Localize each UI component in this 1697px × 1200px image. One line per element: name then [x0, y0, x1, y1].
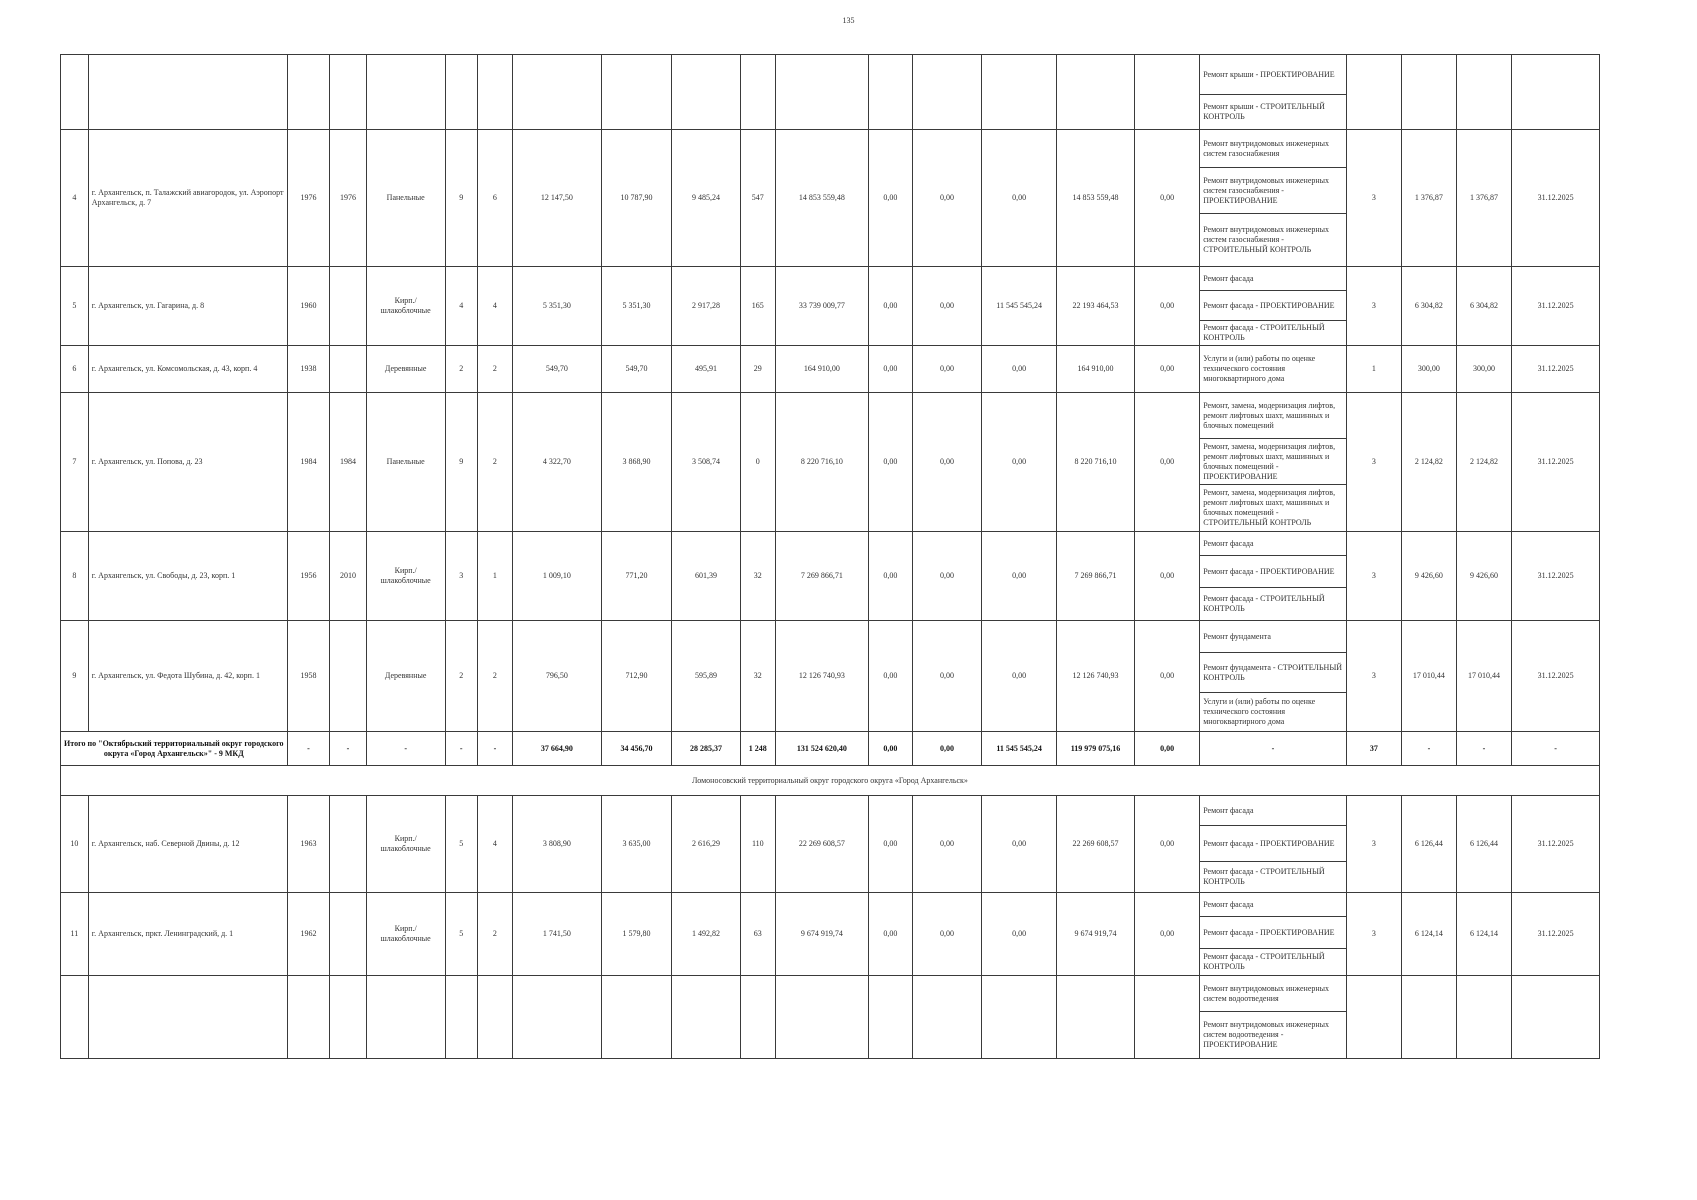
- cell-a-resid: 2 917,28: [672, 267, 740, 346]
- total-cell-dash: -: [1512, 732, 1600, 766]
- work-type-item: Ремонт фасада - ПРОЕКТИРОВАНИЕ: [1200, 291, 1345, 321]
- cell-y2: [330, 621, 366, 732]
- total-cell-dash: -: [1402, 732, 1457, 766]
- cell-s-mun: 0,00: [982, 393, 1057, 532]
- cell-s-other: [1135, 55, 1200, 130]
- cell-spec: 6 304,82: [1402, 267, 1457, 346]
- work-type-item: Ремонт, замена, модернизация лифтов, ремонт лифтовых шахт, машинных и блочных помещений - СТРОИТЕЛЬНЫЙ КОНТРОЛЬ: [1203, 488, 1336, 527]
- cell-s-other: 0,00: [1135, 532, 1200, 621]
- cell-a-res: 5 351,30: [601, 267, 672, 346]
- cell-s-mun: 0,00: [982, 796, 1057, 893]
- cell-floors: 5: [445, 796, 477, 893]
- cell-y1: [287, 976, 330, 1059]
- total-cell-a-resid: 28 285,37: [672, 732, 740, 766]
- cell-no: [61, 55, 89, 130]
- work-type-item: Ремонт внутридомовых инженерных систем газоснабжения - СТРОИТЕЛЬНЫЙ КОНТРОЛЬ: [1203, 225, 1330, 254]
- cell-floors: 2: [445, 346, 477, 393]
- cell-date: [1512, 976, 1600, 1059]
- cell-floors: 9: [445, 393, 477, 532]
- cell-no: [61, 976, 89, 1059]
- total-cell-a-res: 34 456,70: [601, 732, 672, 766]
- cell-a-total: 549,70: [513, 346, 602, 393]
- cell-units: 1: [1346, 346, 1402, 393]
- cell-wall: Деревянные: [366, 621, 445, 732]
- total-cell-dash: -: [1456, 732, 1512, 766]
- work-type-item: Ремонт фасада: [1200, 893, 1345, 917]
- cell-y1: 1963: [287, 796, 330, 893]
- cell-s-mun: 0,00: [982, 130, 1057, 267]
- cell-entr: 2: [477, 346, 512, 393]
- cell-a-res: [601, 55, 672, 130]
- cell-y1: 1984: [287, 393, 330, 532]
- cell-s-mun: [982, 976, 1057, 1059]
- cell-address: г. Архангельск, ул. Комсомольская, д. 43, корп. 4: [88, 346, 287, 393]
- work-list-cell: [1200, 55, 1346, 130]
- cell-s-own: 7 269 866,71: [1057, 532, 1135, 621]
- cell-date: 31.12.2025: [1512, 893, 1600, 976]
- cell-persons: 165: [740, 267, 775, 346]
- cell-s-own: 12 126 740,93: [1057, 621, 1135, 732]
- table-row: [61, 976, 1600, 1059]
- cell-a-resid: [672, 55, 740, 130]
- cell-s-own: 164 910,00: [1057, 346, 1135, 393]
- cell-y2: 1976: [330, 130, 366, 267]
- cell-persons: 32: [740, 532, 775, 621]
- cell-a-resid: 2 616,29: [672, 796, 740, 893]
- cell-y1: 1962: [287, 893, 330, 976]
- cell-entr: [477, 55, 512, 130]
- cell-s-reg: 0,00: [912, 130, 981, 267]
- cell-cost-total: 12 126 740,93: [775, 621, 868, 732]
- cell-wall: Кирп./ шлакоблочные: [366, 267, 445, 346]
- work-type-item: Ремонт внутридомовых инженерных систем газоснабжения: [1200, 130, 1345, 168]
- cell-s-mun: 0,00: [982, 346, 1057, 393]
- cell-a-res: 771,20: [601, 532, 672, 621]
- total-cell-s-reg: 0,00: [912, 732, 981, 766]
- cell-units: 3: [1346, 796, 1402, 893]
- cell-y2: 2010: [330, 532, 366, 621]
- cell-s-own: [1057, 55, 1135, 130]
- cell-s-reg: 0,00: [912, 393, 981, 532]
- work-list-cell: [1200, 267, 1346, 346]
- cell-wall: Кирп./ шлакоблочные: [366, 893, 445, 976]
- cell-persons: 547: [740, 130, 775, 267]
- cell-floors: 9: [445, 130, 477, 267]
- cell-a-resid: [672, 976, 740, 1059]
- work-type-item: Ремонт фасада: [1200, 532, 1345, 556]
- cell-address: г. Архангельск, п. Талажский авиагородок, ул. Аэропорт Архангельск, д. 7: [88, 130, 287, 267]
- work-list-cell: [1200, 796, 1346, 893]
- cell-y2: [330, 55, 366, 130]
- cell-date: 31.12.2025: [1512, 532, 1600, 621]
- cell-s-own: 9 674 919,74: [1057, 893, 1135, 976]
- table-row: [61, 796, 1600, 893]
- cell-cost-total: 164 910,00: [775, 346, 868, 393]
- total-cell-dash: -: [366, 732, 445, 766]
- cell-s-fund: 0,00: [868, 621, 912, 732]
- total-cell-dash: -: [477, 732, 512, 766]
- cell-units: 3: [1346, 532, 1402, 621]
- total-cell-dash: -: [330, 732, 366, 766]
- cell-date: 31.12.2025: [1512, 393, 1600, 532]
- cell-s-reg: 0,00: [912, 893, 981, 976]
- table-row: [61, 893, 1600, 976]
- cell-wall: Панельные: [366, 393, 445, 532]
- cell-y2: [330, 267, 366, 346]
- work-type-item: Ремонт фасада - СТРОИТЕЛЬНЫЙ КОНТРОЛЬ: [1203, 594, 1325, 613]
- cell-limit: 9 426,60: [1456, 532, 1512, 621]
- work-type-item: Ремонт фасада - ПРОЕКТИРОВАНИЕ: [1200, 917, 1345, 949]
- cell-spec: [1402, 976, 1457, 1059]
- cell-y2: [330, 893, 366, 976]
- cell-no: 6: [61, 346, 89, 393]
- cell-s-fund: 0,00: [868, 796, 912, 893]
- work-type-item: Ремонт фасада - ПРОЕКТИРОВАНИЕ: [1200, 826, 1345, 862]
- work-type-item: Ремонт, замена, модернизация лифтов, ремонт лифтовых шахт, машинных и блочных помещений: [1200, 393, 1345, 439]
- cell-entr: 2: [477, 893, 512, 976]
- cell-a-total: 1 741,50: [513, 893, 602, 976]
- work-type-item: Ремонт, замена, модернизация лифтов, ремонт лифтовых шахт, машинных и блочных помещений - ПРОЕКТИРОВАНИЕ: [1200, 439, 1345, 485]
- cell-s-other: 0,00: [1135, 346, 1200, 393]
- cell-spec: 6 124,14: [1402, 893, 1457, 976]
- cell-s-fund: [868, 55, 912, 130]
- cell-cost-total: 7 269 866,71: [775, 532, 868, 621]
- cell-floors: 4: [445, 267, 477, 346]
- cell-persons: 0: [740, 393, 775, 532]
- cell-s-reg: 0,00: [912, 532, 981, 621]
- page-number: 135: [842, 16, 855, 25]
- cell-date: 31.12.2025: [1512, 130, 1600, 267]
- cell-s-other: 0,00: [1135, 267, 1200, 346]
- cell-a-resid: 1 492,82: [672, 893, 740, 976]
- total-cell-s-fund: 0,00: [868, 732, 912, 766]
- cell-s-own: 14 853 559,48: [1057, 130, 1135, 267]
- cell-a-res: 3 635,00: [601, 796, 672, 893]
- cell-s-other: 0,00: [1135, 796, 1200, 893]
- work-type-item: Ремонт фасада - ПРОЕКТИРОВАНИЕ: [1200, 556, 1345, 588]
- cell-y1: 1960: [287, 267, 330, 346]
- cell-s-own: 22 193 464,53: [1057, 267, 1135, 346]
- work-type-item: Ремонт внутридомовых инженерных систем водоотведения: [1200, 976, 1345, 1012]
- cell-a-resid: 601,39: [672, 532, 740, 621]
- cell-entr: 6: [477, 130, 512, 267]
- cell-s-other: [1135, 976, 1200, 1059]
- cell-s-fund: 0,00: [868, 532, 912, 621]
- total-cell-a-total: 37 664,90: [513, 732, 602, 766]
- cell-limit: 6 124,14: [1456, 893, 1512, 976]
- cell-address: г. Архангельск, ул. Свободы, д. 23, корп. 1: [88, 532, 287, 621]
- work-list-cell: [1200, 621, 1346, 732]
- total-cell-dash: -: [445, 732, 477, 766]
- cell-s-own: [1057, 976, 1135, 1059]
- cell-cost-total: 14 853 559,48: [775, 130, 868, 267]
- table-row: [61, 346, 1600, 393]
- cell-units: 3: [1346, 393, 1402, 532]
- cell-a-total: 1 009,10: [513, 532, 602, 621]
- cell-no: 9: [61, 621, 89, 732]
- cell-a-total: 796,50: [513, 621, 602, 732]
- cell-address: г. Архангельск, наб. Северной Двины, д. 12: [88, 796, 287, 893]
- cell-a-total: 4 322,70: [513, 393, 602, 532]
- cell-s-other: 0,00: [1135, 893, 1200, 976]
- cell-y2: [330, 346, 366, 393]
- total-cell-persons: 1 248: [740, 732, 775, 766]
- cell-s-reg: [912, 976, 981, 1059]
- cell-s-other: 0,00: [1135, 393, 1200, 532]
- work-type-item: Ремонт крыши - ПРОЕКТИРОВАНИЕ: [1200, 55, 1345, 95]
- cell-s-fund: [868, 976, 912, 1059]
- cell-entr: 2: [477, 393, 512, 532]
- cell-y1: [287, 55, 330, 130]
- work-type-item: Ремонт фундамента: [1200, 621, 1345, 653]
- table-row: [61, 267, 1600, 346]
- cell-y2: [330, 976, 366, 1059]
- cell-persons: 29: [740, 346, 775, 393]
- work-type-item: Услуги и (или) работы по оценке технического состояния многоквартирного дома: [1203, 354, 1316, 383]
- work-list-cell: [1200, 346, 1346, 393]
- table-row: [61, 621, 1600, 732]
- cell-spec: 17 010,44: [1402, 621, 1457, 732]
- cell-limit: 6 304,82: [1456, 267, 1512, 346]
- cell-y2: [330, 796, 366, 893]
- cell-s-mun: 0,00: [982, 621, 1057, 732]
- total-cell-units: 37: [1346, 732, 1402, 766]
- cell-cost-total: [775, 976, 868, 1059]
- work-type-item: Ремонт фасада - СТРОИТЕЛЬНЫЙ КОНТРОЛЬ: [1203, 952, 1325, 971]
- cell-spec: 300,00: [1402, 346, 1457, 393]
- cell-date: 31.12.2025: [1512, 621, 1600, 732]
- cell-s-own: 8 220 716,10: [1057, 393, 1135, 532]
- capital-repair-table: [60, 54, 1600, 1059]
- cell-limit: 6 126,44: [1456, 796, 1512, 893]
- cell-s-reg: [912, 55, 981, 130]
- cell-a-total: [513, 976, 602, 1059]
- cell-s-reg: 0,00: [912, 621, 981, 732]
- cell-cost-total: 9 674 919,74: [775, 893, 868, 976]
- cell-limit: 2 124,82: [1456, 393, 1512, 532]
- cell-entr: [477, 976, 512, 1059]
- cell-y1: 1956: [287, 532, 330, 621]
- cell-no: 10: [61, 796, 89, 893]
- total-cell-cost-total: 131 524 620,40: [775, 732, 868, 766]
- total-label: Итого по "Октябрьский территориальный округ городского округа «Город Архангельск»" - 9 МКД: [61, 732, 288, 766]
- cell-spec: 9 426,60: [1402, 532, 1457, 621]
- cell-s-other: 0,00: [1135, 621, 1200, 732]
- table-row: [61, 55, 1600, 130]
- cell-y1: 1976: [287, 130, 330, 267]
- cell-no: 5: [61, 267, 89, 346]
- cell-persons: 32: [740, 621, 775, 732]
- table-row: [61, 393, 1600, 532]
- cell-s-own: 22 269 608,57: [1057, 796, 1135, 893]
- cell-s-reg: 0,00: [912, 796, 981, 893]
- work-list-cell: [1200, 130, 1346, 267]
- cell-wall: Панельные: [366, 130, 445, 267]
- cell-entr: 1: [477, 532, 512, 621]
- cell-entr: 4: [477, 796, 512, 893]
- cell-no: 4: [61, 130, 89, 267]
- work-type-item: Ремонт фундамента - СТРОИТЕЛЬНЫЙ КОНТРОЛЬ: [1200, 653, 1345, 693]
- cell-s-reg: 0,00: [912, 346, 981, 393]
- work-type-item: Ремонт фасада: [1200, 267, 1345, 291]
- work-type-item: Ремонт внутридомовых инженерных систем водоотведения - ПРОЕКТИРОВАНИЕ: [1203, 1020, 1330, 1049]
- cell-y1: 1938: [287, 346, 330, 393]
- cell-a-resid: 9 485,24: [672, 130, 740, 267]
- cell-units: [1346, 55, 1402, 130]
- cell-wall: [366, 976, 445, 1059]
- cell-limit: 1 376,87: [1456, 130, 1512, 267]
- section-header-row: [61, 766, 1600, 796]
- cell-wall: Деревянные: [366, 346, 445, 393]
- work-list-cell: [1200, 532, 1346, 621]
- cell-a-res: 549,70: [601, 346, 672, 393]
- cell-address: [88, 55, 287, 130]
- cell-s-fund: 0,00: [868, 393, 912, 532]
- cell-a-res: 712,90: [601, 621, 672, 732]
- cell-cost-total: 8 220 716,10: [775, 393, 868, 532]
- cell-persons: [740, 55, 775, 130]
- cell-date: [1512, 55, 1600, 130]
- cell-limit: [1456, 976, 1512, 1059]
- repair-program-grid: [60, 54, 1600, 1059]
- cell-a-res: 1 579,80: [601, 893, 672, 976]
- cell-floors: 5: [445, 893, 477, 976]
- section-title: Ломоносовский территориальный округ городского округа «Город Архангельск»: [61, 766, 1600, 796]
- cell-limit: 17 010,44: [1456, 621, 1512, 732]
- work-type-item: Услуги и (или) работы по оценке технического состояния многоквартирного дома: [1203, 697, 1316, 726]
- work-list-cell: [1200, 976, 1346, 1059]
- cell-s-mun: 0,00: [982, 893, 1057, 976]
- total-cell-dash: -: [1200, 732, 1346, 766]
- cell-s-fund: 0,00: [868, 130, 912, 267]
- work-list-cell: [1200, 893, 1346, 976]
- cell-units: 3: [1346, 130, 1402, 267]
- cell-a-resid: 3 508,74: [672, 393, 740, 532]
- cell-a-resid: 595,89: [672, 621, 740, 732]
- cell-floors: 2: [445, 621, 477, 732]
- cell-a-total: 12 147,50: [513, 130, 602, 267]
- cell-wall: Кирп./ шлакоблочные: [366, 532, 445, 621]
- total-cell-s-other: 0,00: [1135, 732, 1200, 766]
- cell-wall: Кирп./ шлакоблочные: [366, 796, 445, 893]
- cell-floors: [445, 55, 477, 130]
- cell-s-fund: 0,00: [868, 346, 912, 393]
- cell-address: [88, 976, 287, 1059]
- cell-address: г. Архангельск, ул. Гагарина, д. 8: [88, 267, 287, 346]
- cell-date: 31.12.2025: [1512, 267, 1600, 346]
- cell-units: 3: [1346, 267, 1402, 346]
- cell-address: г. Архангельск, ул. Попова, д. 23: [88, 393, 287, 532]
- cell-floors: [445, 976, 477, 1059]
- work-type-item: Ремонт фасада - СТРОИТЕЛЬНЫЙ КОНТРОЛЬ: [1203, 323, 1325, 342]
- total-cell-s-mun: 11 545 545,24: [982, 732, 1057, 766]
- cell-s-other: 0,00: [1135, 130, 1200, 267]
- work-type-item: Ремонт фасада: [1200, 796, 1345, 826]
- cell-persons: [740, 976, 775, 1059]
- cell-date: 31.12.2025: [1512, 346, 1600, 393]
- cell-units: [1346, 976, 1402, 1059]
- cell-s-fund: 0,00: [868, 893, 912, 976]
- cell-a-total: 3 808,90: [513, 796, 602, 893]
- cell-s-fund: 0,00: [868, 267, 912, 346]
- cell-spec: 2 124,82: [1402, 393, 1457, 532]
- cell-no: 8: [61, 532, 89, 621]
- cell-units: 3: [1346, 893, 1402, 976]
- cell-spec: [1402, 55, 1457, 130]
- cell-cost-total: 22 269 608,57: [775, 796, 868, 893]
- cell-persons: 110: [740, 796, 775, 893]
- cell-cost-total: 33 739 009,77: [775, 267, 868, 346]
- work-list-cell: [1200, 393, 1346, 532]
- cell-wall: [366, 55, 445, 130]
- work-type-item: Ремонт внутридомовых инженерных систем газоснабжения - ПРОЕКТИРОВАНИЕ: [1200, 168, 1345, 214]
- cell-no: 11: [61, 893, 89, 976]
- table-row: [61, 130, 1600, 267]
- cell-limit: 300,00: [1456, 346, 1512, 393]
- work-type-item: Ремонт фасада - СТРОИТЕЛЬНЫЙ КОНТРОЛЬ: [1203, 867, 1325, 886]
- cell-a-total: 5 351,30: [513, 267, 602, 346]
- cell-limit: [1456, 55, 1512, 130]
- cell-a-total: [513, 55, 602, 130]
- cell-y2: 1984: [330, 393, 366, 532]
- cell-cost-total: [775, 55, 868, 130]
- total-cell-dash: -: [287, 732, 330, 766]
- cell-address: г. Архангельск, пркт. Ленинградский, д. 1: [88, 893, 287, 976]
- cell-entr: 4: [477, 267, 512, 346]
- cell-s-mun: 11 545 545,24: [982, 267, 1057, 346]
- cell-a-res: 3 868,90: [601, 393, 672, 532]
- total-row: [61, 732, 1600, 766]
- cell-spec: 1 376,87: [1402, 130, 1457, 267]
- cell-entr: 2: [477, 621, 512, 732]
- cell-units: 3: [1346, 621, 1402, 732]
- cell-date: 31.12.2025: [1512, 796, 1600, 893]
- cell-a-res: [601, 976, 672, 1059]
- cell-a-resid: 495,91: [672, 346, 740, 393]
- total-cell-s-own: 119 979 075,16: [1057, 732, 1135, 766]
- cell-spec: 6 126,44: [1402, 796, 1457, 893]
- cell-y1: 1958: [287, 621, 330, 732]
- cell-s-reg: 0,00: [912, 267, 981, 346]
- cell-no: 7: [61, 393, 89, 532]
- table-row: [61, 532, 1600, 621]
- cell-persons: 63: [740, 893, 775, 976]
- cell-s-mun: [982, 55, 1057, 130]
- cell-address: г. Архангельск, ул. Федота Шубина, д. 42, корп. 1: [88, 621, 287, 732]
- work-type-item: Ремонт крыши - СТРОИТЕЛЬНЫЙ КОНТРОЛЬ: [1203, 102, 1325, 121]
- cell-s-mun: 0,00: [982, 532, 1057, 621]
- cell-a-res: 10 787,90: [601, 130, 672, 267]
- cell-floors: 3: [445, 532, 477, 621]
